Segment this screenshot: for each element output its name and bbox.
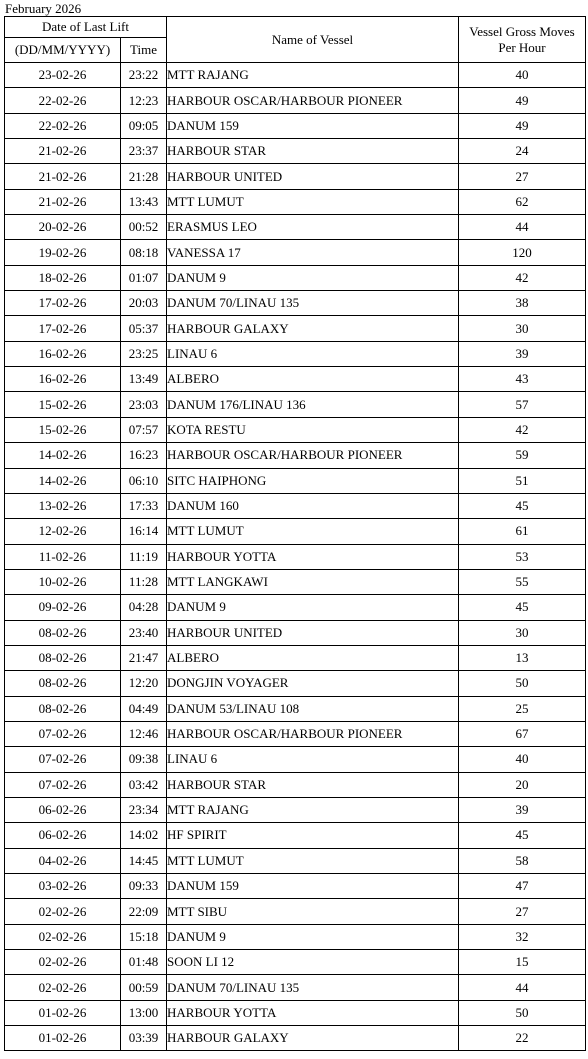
time-cell: 23:37 bbox=[121, 139, 167, 164]
vessel-name-cell: DANUM 9 bbox=[167, 595, 459, 620]
table-row bbox=[5, 544, 586, 569]
table-row bbox=[5, 113, 586, 138]
header-date-of-last-lift: Date of Last Lift bbox=[5, 17, 167, 38]
time-cell: 07:57 bbox=[121, 417, 167, 442]
date-cell: 07-02-26 bbox=[5, 772, 121, 797]
date-cell: 08-02-26 bbox=[5, 645, 121, 670]
gross-moves-cell: 47 bbox=[459, 874, 586, 899]
time-cell: 23:25 bbox=[121, 341, 167, 366]
gross-moves-cell: 40 bbox=[459, 63, 586, 88]
time-cell: 12:20 bbox=[121, 671, 167, 696]
table-row bbox=[5, 215, 586, 240]
gross-moves-cell: 38 bbox=[459, 291, 586, 316]
gross-moves-cell: 67 bbox=[459, 721, 586, 746]
vessel-name-cell: HARBOUR OSCAR/HARBOUR PIONEER bbox=[167, 721, 459, 746]
date-cell: 08-02-26 bbox=[5, 671, 121, 696]
gross-moves-cell: 45 bbox=[459, 823, 586, 848]
table-body bbox=[5, 63, 586, 1051]
gross-moves-cell: 58 bbox=[459, 848, 586, 873]
gross-moves-cell: 50 bbox=[459, 671, 586, 696]
gross-moves-cell: 13 bbox=[459, 645, 586, 670]
date-cell: 23-02-26 bbox=[5, 63, 121, 88]
table-row bbox=[5, 899, 586, 924]
vessel-name-cell: HARBOUR GALAXY bbox=[167, 316, 459, 341]
vessel-name-cell: SITC HAIPHONG bbox=[167, 468, 459, 493]
vessel-name-cell: DANUM 160 bbox=[167, 493, 459, 518]
vessel-name-cell: MTT LUMUT bbox=[167, 189, 459, 214]
vessel-name-cell: KOTA RESTU bbox=[167, 417, 459, 442]
vessel-name-cell: DONGJIN VOYAGER bbox=[167, 671, 459, 696]
gross-moves-cell: 30 bbox=[459, 620, 586, 645]
table-row bbox=[5, 848, 586, 873]
gross-moves-cell: 50 bbox=[459, 1000, 586, 1025]
table-row bbox=[5, 367, 586, 392]
vessel-name-cell: HARBOUR STAR bbox=[167, 139, 459, 164]
date-cell: 22-02-26 bbox=[5, 113, 121, 138]
date-cell: 11-02-26 bbox=[5, 544, 121, 569]
table-row bbox=[5, 341, 586, 366]
table-row bbox=[5, 392, 586, 417]
vessel-name-cell: ALBERO bbox=[167, 367, 459, 392]
table-row bbox=[5, 189, 586, 214]
time-cell: 03:39 bbox=[121, 1026, 167, 1051]
date-cell: 02-02-26 bbox=[5, 924, 121, 949]
time-cell: 08:18 bbox=[121, 240, 167, 265]
table-row bbox=[5, 1000, 586, 1025]
time-cell: 01:48 bbox=[121, 950, 167, 975]
gross-moves-cell: 22 bbox=[459, 1026, 586, 1051]
vessel-name-cell: VANESSA 17 bbox=[167, 240, 459, 265]
table-row bbox=[5, 696, 586, 721]
date-cell: 21-02-26 bbox=[5, 164, 121, 189]
table-header bbox=[5, 17, 586, 63]
time-cell: 20:03 bbox=[121, 291, 167, 316]
time-cell: 05:37 bbox=[121, 316, 167, 341]
table-row bbox=[5, 569, 586, 594]
gross-moves-cell: 20 bbox=[459, 772, 586, 797]
time-cell: 09:05 bbox=[121, 113, 167, 138]
table-row bbox=[5, 88, 586, 113]
time-cell: 12:23 bbox=[121, 88, 167, 113]
gross-moves-cell: 51 bbox=[459, 468, 586, 493]
vessel-name-cell: HF SPIRIT bbox=[167, 823, 459, 848]
table-row bbox=[5, 874, 586, 899]
table-row bbox=[5, 645, 586, 670]
vessel-name-cell: HARBOUR GALAXY bbox=[167, 1026, 459, 1051]
gross-moves-cell: 59 bbox=[459, 443, 586, 468]
vessel-name-cell: DANUM 70/LINAU 135 bbox=[167, 975, 459, 1000]
gross-moves-cell: 62 bbox=[459, 189, 586, 214]
time-cell: 13:43 bbox=[121, 189, 167, 214]
date-cell: 02-02-26 bbox=[5, 950, 121, 975]
vessel-name-cell: HARBOUR OSCAR/HARBOUR PIONEER bbox=[167, 88, 459, 113]
gross-moves-cell: 42 bbox=[459, 417, 586, 442]
vessel-name-cell: SOON LI 12 bbox=[167, 950, 459, 975]
vessel-name-cell: HARBOUR STAR bbox=[167, 772, 459, 797]
date-cell: 18-02-26 bbox=[5, 265, 121, 290]
date-cell: 15-02-26 bbox=[5, 417, 121, 442]
table-row bbox=[5, 443, 586, 468]
time-cell: 23:40 bbox=[121, 620, 167, 645]
vessel-name-cell: HARBOUR OSCAR/HARBOUR PIONEER bbox=[167, 443, 459, 468]
table-row bbox=[5, 975, 586, 1000]
vessel-name-cell: HARBOUR UNITED bbox=[167, 620, 459, 645]
vessel-name-cell: DANUM 176/LINAU 136 bbox=[167, 392, 459, 417]
time-cell: 21:47 bbox=[121, 645, 167, 670]
time-cell: 23:22 bbox=[121, 63, 167, 88]
vessel-name-cell: HARBOUR YOTTA bbox=[167, 1000, 459, 1025]
time-cell: 17:33 bbox=[121, 493, 167, 518]
date-cell: 20-02-26 bbox=[5, 215, 121, 240]
time-cell: 06:10 bbox=[121, 468, 167, 493]
date-cell: 07-02-26 bbox=[5, 721, 121, 746]
vessel-name-cell: MTT LANGKAWI bbox=[167, 569, 459, 594]
table-row bbox=[5, 1026, 586, 1051]
table-row bbox=[5, 63, 586, 88]
date-cell: 14-02-26 bbox=[5, 468, 121, 493]
time-cell: 23:03 bbox=[121, 392, 167, 417]
date-cell: 03-02-26 bbox=[5, 874, 121, 899]
date-cell: 12-02-26 bbox=[5, 519, 121, 544]
vessel-name-cell: MTT RAJANG bbox=[167, 63, 459, 88]
date-cell: 08-02-26 bbox=[5, 696, 121, 721]
table-row bbox=[5, 595, 586, 620]
gross-moves-cell: 45 bbox=[459, 493, 586, 518]
gross-moves-cell: 44 bbox=[459, 975, 586, 1000]
gross-moves-cell: 44 bbox=[459, 215, 586, 240]
gross-moves-cell: 43 bbox=[459, 367, 586, 392]
table-row bbox=[5, 747, 586, 772]
vessel-name-cell: MTT LUMUT bbox=[167, 519, 459, 544]
date-cell: 16-02-26 bbox=[5, 367, 121, 392]
date-cell: 21-02-26 bbox=[5, 189, 121, 214]
gross-moves-cell: 39 bbox=[459, 341, 586, 366]
time-cell: 11:28 bbox=[121, 569, 167, 594]
time-cell: 16:14 bbox=[121, 519, 167, 544]
table-row bbox=[5, 164, 586, 189]
date-cell: 01-02-26 bbox=[5, 1026, 121, 1051]
date-cell: 04-02-26 bbox=[5, 848, 121, 873]
header-date-format: (DD/MM/YYYY) bbox=[5, 38, 121, 63]
date-cell: 16-02-26 bbox=[5, 341, 121, 366]
vessel-name-cell: DANUM 53/LINAU 108 bbox=[167, 696, 459, 721]
header-vessel-gross-moves bbox=[459, 17, 586, 63]
time-cell: 12:46 bbox=[121, 721, 167, 746]
vessel-name-cell: MTT RAJANG bbox=[167, 797, 459, 822]
vessel-name-cell: DANUM 159 bbox=[167, 113, 459, 138]
date-cell: 17-02-26 bbox=[5, 316, 121, 341]
table-row bbox=[5, 950, 586, 975]
date-cell: 02-02-26 bbox=[5, 899, 121, 924]
time-cell: 16:23 bbox=[121, 443, 167, 468]
time-cell: 11:19 bbox=[121, 544, 167, 569]
time-cell: 14:02 bbox=[121, 823, 167, 848]
gross-moves-cell: 57 bbox=[459, 392, 586, 417]
gross-moves-cell: 27 bbox=[459, 899, 586, 924]
time-cell: 00:59 bbox=[121, 975, 167, 1000]
gross-moves-cell: 24 bbox=[459, 139, 586, 164]
time-cell: 23:34 bbox=[121, 797, 167, 822]
time-cell: 00:52 bbox=[121, 215, 167, 240]
time-cell: 04:49 bbox=[121, 696, 167, 721]
table-row bbox=[5, 797, 586, 822]
time-cell: 09:33 bbox=[121, 874, 167, 899]
vessel-name-cell: DANUM 9 bbox=[167, 265, 459, 290]
gross-moves-cell: 61 bbox=[459, 519, 586, 544]
table-row bbox=[5, 265, 586, 290]
gross-moves-cell: 25 bbox=[459, 696, 586, 721]
table-row bbox=[5, 139, 586, 164]
vessel-name-cell: HARBOUR YOTTA bbox=[167, 544, 459, 569]
date-cell: 08-02-26 bbox=[5, 620, 121, 645]
vessel-productivity-table bbox=[4, 16, 586, 1051]
date-cell: 15-02-26 bbox=[5, 392, 121, 417]
table-caption: February 2026 bbox=[5, 1, 82, 16]
header-name-of-vessel: Name of Vessel bbox=[167, 17, 459, 63]
table-row bbox=[5, 671, 586, 696]
table-row bbox=[5, 772, 586, 797]
table-row bbox=[5, 417, 586, 442]
date-cell: 01-02-26 bbox=[5, 1000, 121, 1025]
gross-moves-cell: 15 bbox=[459, 950, 586, 975]
date-cell: 22-02-26 bbox=[5, 88, 121, 113]
date-cell: 07-02-26 bbox=[5, 747, 121, 772]
gross-moves-cell: 30 bbox=[459, 316, 586, 341]
vessel-name-cell: DANUM 159 bbox=[167, 874, 459, 899]
table-row bbox=[5, 316, 586, 341]
table-row bbox=[5, 620, 586, 645]
header-gross-moves-line1: Vessel Gross Moves bbox=[469, 23, 575, 39]
gross-moves-cell: 120 bbox=[459, 240, 586, 265]
gross-moves-cell: 49 bbox=[459, 113, 586, 138]
table-row bbox=[5, 493, 586, 518]
gross-moves-cell: 40 bbox=[459, 747, 586, 772]
time-cell: 09:38 bbox=[121, 747, 167, 772]
vessel-name-cell: DANUM 9 bbox=[167, 924, 459, 949]
header-gross-moves-line2: Per Hour bbox=[498, 39, 546, 55]
vessel-name-cell: HARBOUR UNITED bbox=[167, 164, 459, 189]
gross-moves-cell: 53 bbox=[459, 544, 586, 569]
time-cell: 13:00 bbox=[121, 1000, 167, 1025]
vessel-name-cell: LINAU 6 bbox=[167, 341, 459, 366]
vessel-name-cell: DANUM 70/LINAU 135 bbox=[167, 291, 459, 316]
gross-moves-cell: 55 bbox=[459, 569, 586, 594]
date-cell: 09-02-26 bbox=[5, 595, 121, 620]
header-time: Time bbox=[121, 38, 167, 63]
time-cell: 22:09 bbox=[121, 899, 167, 924]
date-cell: 06-02-26 bbox=[5, 797, 121, 822]
gross-moves-cell: 27 bbox=[459, 164, 586, 189]
date-cell: 17-02-26 bbox=[5, 291, 121, 316]
time-cell: 04:28 bbox=[121, 595, 167, 620]
table-row bbox=[5, 468, 586, 493]
table-row bbox=[5, 823, 586, 848]
time-cell: 15:18 bbox=[121, 924, 167, 949]
date-cell: 14-02-26 bbox=[5, 443, 121, 468]
vessel-name-cell: MTT SIBU bbox=[167, 899, 459, 924]
date-cell: 21-02-26 bbox=[5, 139, 121, 164]
time-cell: 03:42 bbox=[121, 772, 167, 797]
vessel-name-cell: ALBERO bbox=[167, 645, 459, 670]
gross-moves-cell: 45 bbox=[459, 595, 586, 620]
table-row bbox=[5, 721, 586, 746]
gross-moves-cell: 42 bbox=[459, 265, 586, 290]
time-cell: 01:07 bbox=[121, 265, 167, 290]
time-cell: 21:28 bbox=[121, 164, 167, 189]
table-row bbox=[5, 519, 586, 544]
date-cell: 13-02-26 bbox=[5, 493, 121, 518]
gross-moves-cell: 39 bbox=[459, 797, 586, 822]
date-cell: 10-02-26 bbox=[5, 569, 121, 594]
date-cell: 19-02-26 bbox=[5, 240, 121, 265]
gross-moves-cell: 32 bbox=[459, 924, 586, 949]
time-cell: 14:45 bbox=[121, 848, 167, 873]
table-row bbox=[5, 924, 586, 949]
time-cell: 13:49 bbox=[121, 367, 167, 392]
date-cell: 02-02-26 bbox=[5, 975, 121, 1000]
vessel-name-cell: ERASMUS LEO bbox=[167, 215, 459, 240]
table-row bbox=[5, 291, 586, 316]
vessel-name-cell: LINAU 6 bbox=[167, 747, 459, 772]
table-row bbox=[5, 240, 586, 265]
vessel-name-cell: MTT LUMUT bbox=[167, 848, 459, 873]
gross-moves-cell: 49 bbox=[459, 88, 586, 113]
date-cell: 06-02-26 bbox=[5, 823, 121, 848]
